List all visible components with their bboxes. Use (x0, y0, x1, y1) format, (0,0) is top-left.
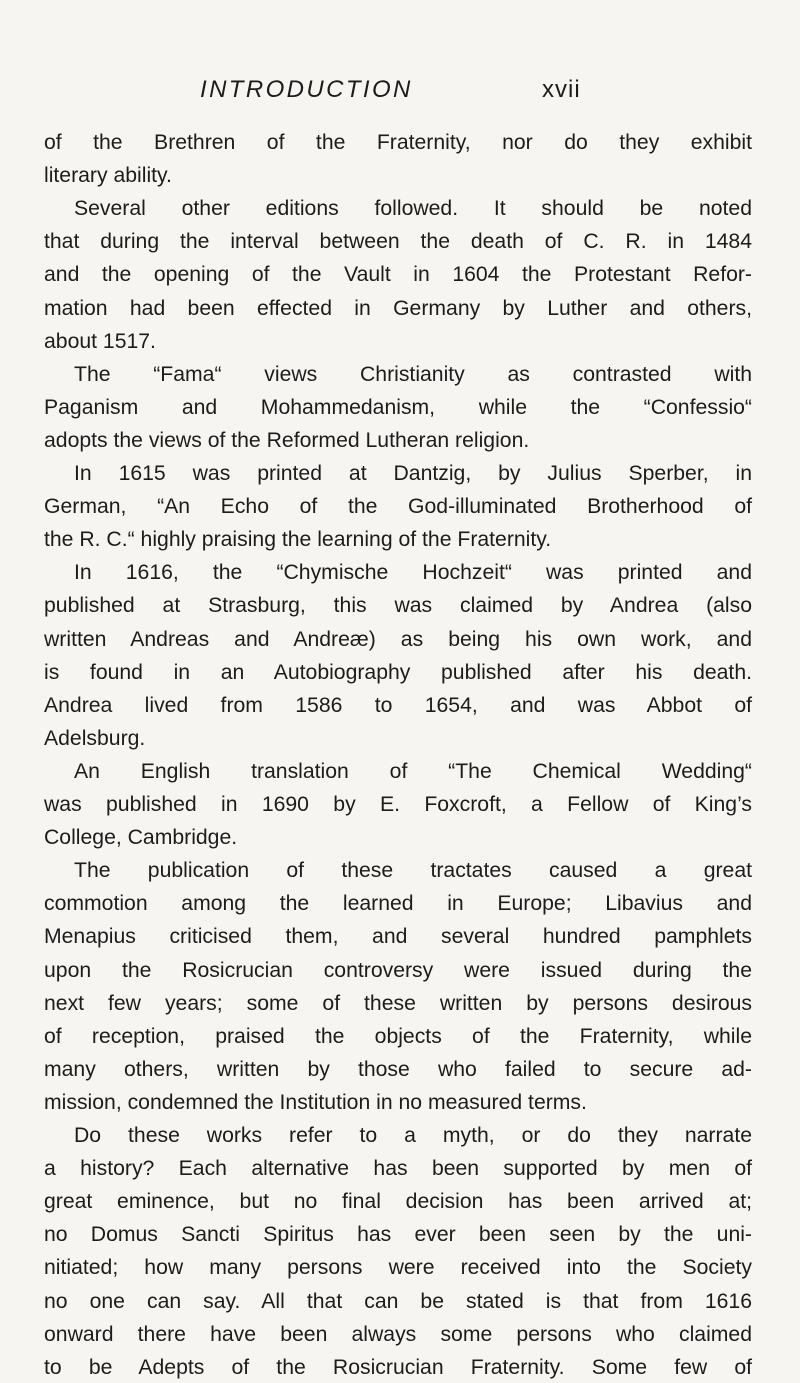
text-line: upon the Rosicrucian controversy were issued during the (44, 958, 752, 982)
text-line: great eminence, but no final decision has been arrived at; (44, 1190, 752, 1214)
text-line: Do these works refer to a myth, or do they narrate (74, 1124, 752, 1147)
text-line: literary ability. (44, 164, 172, 188)
text-line: mation had been effected in Germany by Luther and others, (44, 296, 752, 320)
text-line: that during the interval between the death of C. R. in 1484 (44, 230, 752, 254)
text-line: adopts the views of the Reformed Lutheran religion. (44, 428, 530, 452)
text-line: nitiated; how many persons were received into the Society (44, 1256, 752, 1280)
text-line: a history? Each alternative has been supported by men of (44, 1157, 752, 1181)
text-line: Andrea lived from 1586 to 1654, and was Abbot of (44, 693, 752, 717)
text-line: no Domus Sancti Spiritus has ever been seen by the uni- (44, 1223, 752, 1247)
text-line: The “Fama“ views Christianity as contrasted with (74, 362, 752, 386)
text-line: of the Brethren of the Fraternity, nor do they exhibit (44, 131, 752, 154)
text-line: An English translation of “The Chemical Wedding“ (74, 759, 752, 783)
text-line: written Andreas and Andreæ) as being his own work, and (44, 627, 752, 651)
text-line: is found in an Autobiography published after his death. (44, 660, 752, 684)
text-line: many others, written by those who failed to secure ad- (44, 1057, 752, 1081)
text-line: Adelsburg. (44, 726, 146, 750)
text-line: the R. C.“ highly praising the learning of the Fraternity. (44, 528, 552, 552)
text-line: commotion among the learned in Europe; Libavius and (44, 892, 752, 916)
text-line: published at Strasburg, this was claimed by Andrea (also (44, 594, 752, 618)
text-line: next few years; some of these written by persons desirous (44, 991, 752, 1015)
text-line: College, Cambridge. (44, 826, 238, 850)
running-title: INTRODUCTION (200, 76, 413, 103)
text-line: of reception, praised the objects of the Fraternity, while (44, 1024, 752, 1048)
text-line: German, “An Echo of the God-illuminated Brotherhood of (44, 495, 752, 519)
page-number: xvii (542, 76, 581, 103)
text-line: mission, condemned the Institution in no measured terms. (44, 1090, 587, 1114)
text-line: to be Adepts of the Rosicrucian Fraternity. Some few of (44, 1355, 752, 1379)
text-line: was published in 1690 by E. Foxcroft, a Fellow of King’s (44, 793, 752, 816)
text-line: Several other editions followed. It should be noted (74, 197, 752, 221)
text-line: about 1517. (44, 329, 156, 353)
text-line: The publication of these tractates caused a great (74, 859, 752, 883)
running-head (0, 76, 800, 110)
text-line: onward there have been always some persons who claimed (44, 1322, 752, 1346)
text-line: and the opening of the Vault in 1604 the Protestant Refor- (44, 263, 752, 287)
text-line: In 1616, the “Chymische Hochzeit“ was printed and (74, 561, 752, 585)
text-line: In 1615 was printed at Dantzig, by Julius Sperber, in (74, 462, 752, 485)
text-line: no one can say. All that can be stated is that from 1616 (44, 1289, 752, 1313)
text-line: Paganism and Mohammedanism, while the “Confessio“ (44, 395, 752, 419)
text-line: Menapius criticised them, and several hundred pamphlets (44, 925, 752, 949)
